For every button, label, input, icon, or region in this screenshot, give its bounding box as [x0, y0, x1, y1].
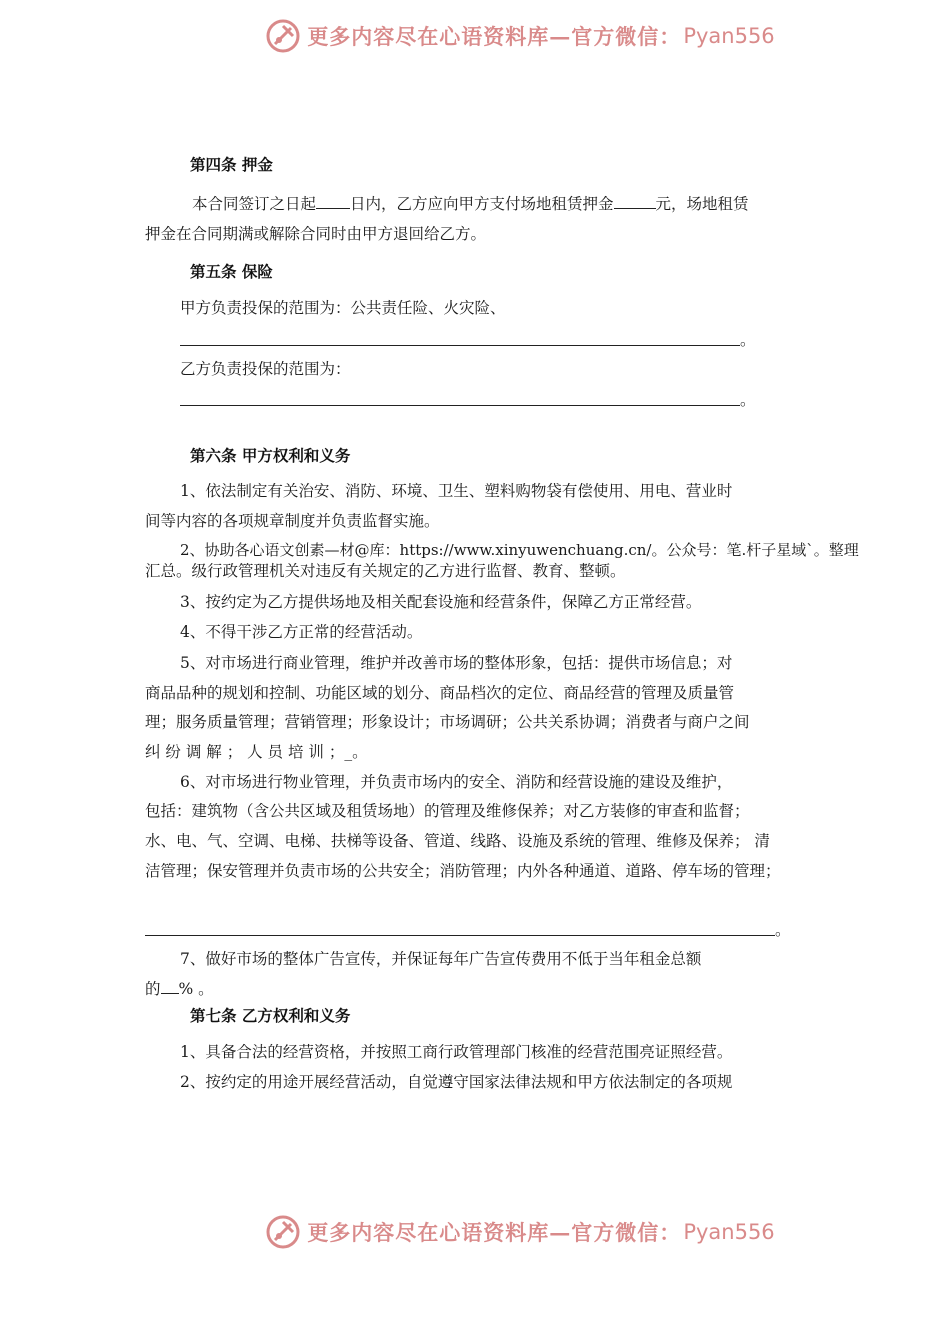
fill-blank — [161, 979, 179, 994]
s6-item5-line1: 5、对市场进行商业管理，维护并改善市场的整体形象，包括：提供市场信息；对 — [180, 654, 733, 672]
s6-item2-line2: 汇总。级行政管理机关对违反有关规定的乙方进行监督、教育、整顿。 — [145, 562, 626, 580]
s6-item5-line2: 商品品种的规划和控制、功能区域的划分、商品档次的定位、商品经营的管理及质量管 — [145, 684, 735, 702]
insurance-party-a: 甲方负责投保的范围为：公共责任险、火灾险、 — [180, 299, 506, 317]
fill-blank — [614, 194, 656, 209]
s6-item7-line2: 的 % 。 — [145, 980, 214, 998]
s7-item2: 2、按约定的用途开展经营活动，自觉遵守国家法律法规和甲方依法制定的各项规 — [180, 1073, 733, 1091]
s7-item1: 1、具备合法的经营资格，并按照工商行政管理部门核准的经营范围亮证照经营。 — [180, 1043, 733, 1061]
s6-item4: 4、不得干涉乙方正常的经营活动。 — [180, 623, 423, 641]
brand-logo-icon — [265, 18, 301, 54]
period: 。 — [740, 391, 756, 409]
section-6-title: 第六条 甲方权利和义务 — [190, 447, 351, 465]
blank-line — [180, 345, 740, 346]
section-5-title: 第五条 保险 — [190, 263, 273, 281]
section-4-paragraph-line2: 押金在合同期满或解除合同时由甲方退回给乙方。 — [145, 225, 487, 243]
s6-item6-line2: 包括：建筑物（含公共区域及租赁场地）的管理及维修保养；对乙方装修的审查和监督； — [145, 802, 750, 820]
s6-item3: 3、按约定为乙方提供场地及相关配套设施和经营条件，保障乙方正常经营。 — [180, 593, 702, 611]
s6-item6-line4: 洁管理；保安管理并负责市场的公共安全；消防管理；内外各种通道、道路、停车场的管理； — [145, 862, 781, 880]
section-4-paragraph-line1: 本合同签订之日起 日内，乙方应向甲方支付场地租赁押金 元，场地租赁 — [192, 195, 749, 213]
section-7-title: 第七条 乙方权利和义务 — [190, 1007, 351, 1025]
watermark-text: 更多内容尽在心语资料库—官方微信： — [307, 1220, 682, 1245]
s6-item5-line4: 纠 纷 调 解 ； 人 员 培 训 ；_。 — [145, 743, 368, 761]
insurance-party-b: 乙方负责投保的范围为： — [180, 360, 351, 378]
watermark-text: 更多内容尽在心语资料库—官方微信： — [307, 24, 682, 49]
header-watermark — [0, 16, 950, 56]
blank-line — [145, 935, 775, 936]
period: 。 — [775, 921, 791, 939]
blank-line — [180, 405, 740, 406]
s6-item1-line1: 1、依法制定有关治安、消防、环境、卫生、塑料购物袋有偿使用、用电、营业时 — [180, 482, 733, 500]
s6-item2-line1: 2、协助各心语文创素—材@库：https://www.xinyuwenchuang.cn/。公众号：笔.杆子星域`。整理 — [180, 541, 859, 559]
s6-item1-line2: 间等内容的各项规章制度并负责监督实施。 — [145, 512, 440, 530]
fill-blank — [316, 194, 350, 209]
s6-item5-line3: 理；服务质量管理；营销管理；形象设计；市场调研；公共关系协调；消费者与商户之间 — [145, 713, 750, 731]
brand-logo-icon — [265, 1214, 301, 1250]
watermark-wechat-id: Pyan556 — [683, 24, 775, 48]
watermark-wechat-id: Pyan556 — [683, 1220, 775, 1244]
s6-item7-line1: 7、做好市场的整体广告宣传，并保证每年广告宣传费用不低于当年租金总额 — [180, 950, 702, 968]
s6-item6-line1: 6、对市场进行物业管理，并负责市场内的安全、消防和经营设施的建设及维护， — [180, 773, 733, 791]
s6-item6-line3: 水、电、气、空调、电梯、扶梯等设备、管道、线路、设施及系统的管理、维修及保养； 清 — [145, 832, 770, 850]
section-4-title: 第四条 押金 — [190, 156, 273, 174]
footer-watermark — [0, 1212, 950, 1252]
period: 。 — [740, 331, 756, 349]
